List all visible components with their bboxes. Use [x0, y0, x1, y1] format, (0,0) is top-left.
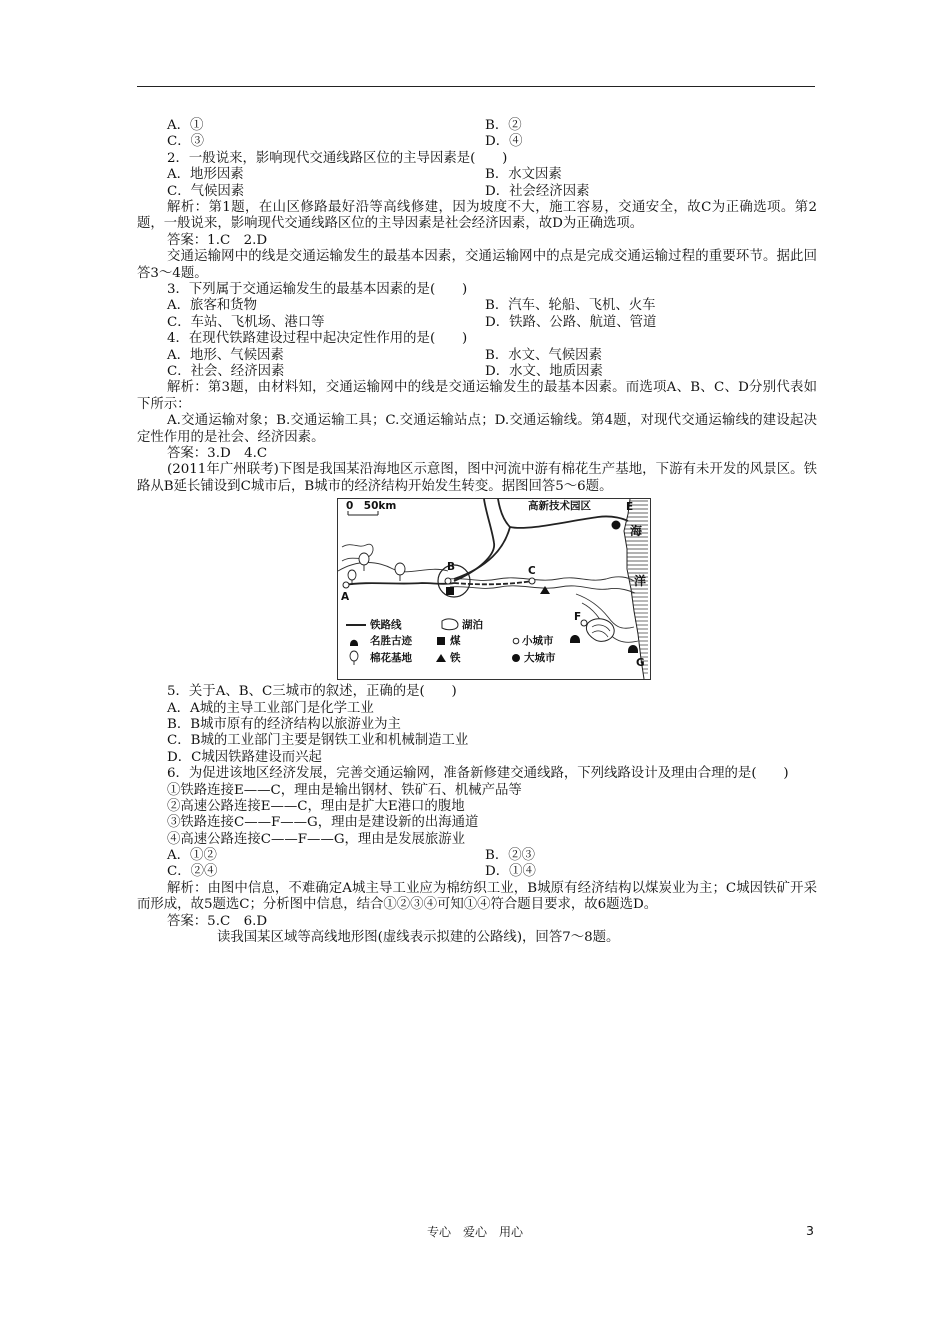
- lake-symbol: [586, 619, 614, 642]
- q4-option-a: A．地形、气候因素: [167, 347, 284, 363]
- q3-option-b: B．汽车、轮船、飞机、火车: [485, 298, 656, 314]
- q4-option-c: C．社会、经济因素: [167, 363, 285, 379]
- label-e: E: [626, 501, 634, 514]
- railway-north-2: [454, 499, 494, 581]
- legend-cotton-symbol: [350, 651, 358, 661]
- intro-5-6: (2011年广州联考)下图是我国某沿海地区示意图，图中河流中游有棉花生产基地，下游有未开发的风景区。铁路从B延长铺设到C城市后，B城市的经济结构开始发生转变。据图回答5～6题。: [137, 462, 817, 494]
- legend-railway: 铁路线: [370, 619, 402, 632]
- q4-option-b: B．水文、气候因素: [485, 347, 602, 363]
- q6-choice-4: ④高速公路连接C——F——G，理由是发展旅游业: [167, 831, 466, 847]
- legend-small-city-symbol: [513, 638, 519, 644]
- q5-option-c: C．B城的工业部门主要是钢铁工业和机械制造工业: [167, 733, 469, 749]
- city-e-marker: [612, 521, 621, 530]
- q6-option-d: D．①④: [485, 864, 536, 880]
- city-b-marker: [445, 578, 451, 584]
- legend-big-city: 大城市: [524, 652, 556, 665]
- q4-stem: 4．在现代铁路建设过程中起决定性作用的是( ): [167, 331, 468, 347]
- q1-option-a: A．①: [167, 118, 204, 133]
- q2-option-a: A．地形因素: [167, 167, 244, 183]
- q3-option-c: C．车站、飞机场、港口等: [167, 314, 325, 330]
- q5-option-d: D．C城因铁路建设而兴起: [167, 749, 322, 765]
- q6-choice-3: ③铁路连接C——F——G，理由是建设新的出海通道: [167, 815, 479, 831]
- coal-symbol: [446, 587, 454, 595]
- q3-options-row-1: [137, 298, 817, 314]
- label-b: B: [447, 561, 456, 574]
- q5-option-b: B．B城市原有的经济结构以旅游业为主: [167, 716, 401, 732]
- q5-option-a: A．A城的主导工业部门是化学工业: [167, 700, 374, 716]
- q4-options-row-2: [137, 364, 817, 380]
- iron-symbol: [540, 586, 550, 594]
- intro-3-4: 交通运输网中的线是交通运输发生的最基本因素，交通运输网中的点是完成交通运输过程的重要环节。据此回答3～4题。: [137, 249, 817, 281]
- legend-coal: 煤: [450, 635, 461, 648]
- q1-option-b: B．②: [485, 118, 522, 133]
- explanation-1-2: 解析：第1题，在山区修路最好沿等高线修建，因为坡度不大，施工容易，交通安全，故C为正确选项。第2题，一般说来，影响现代交通线路区位的主导因素是社会经济因素，故D为正确选项。: [137, 199, 818, 232]
- city-a-marker: [343, 582, 349, 588]
- q3-stem: 3．下列属于交通运输发生的最基本因素的是( ): [167, 281, 468, 297]
- q1-option-c: C．③: [167, 134, 205, 150]
- q1-options-row-1: [137, 118, 817, 134]
- coastal-region-map: [337, 498, 651, 680]
- explanation-5-6: 解析：由图中信息，不难确定A城主导工业应为棉纺织工业，B城原有经济结构以煤炭业为主；C城因铁矿开采而形成，故5题选C；分析图中信息，结合①②③④可知①④符合题目要求，故6题选D。: [137, 880, 817, 913]
- legend-cotton: 棉花基地: [370, 652, 412, 665]
- q6-choice-1: ①铁路连接E——C，理由是输出钢材、铁矿石、机械产品等: [167, 782, 522, 798]
- q3-options-row-2: [137, 315, 817, 331]
- railway-northwest: [454, 527, 510, 579]
- legend-big-city-symbol: [512, 654, 520, 662]
- q2-options-row-2: [137, 184, 817, 200]
- legend-small-city: 小城市: [522, 635, 554, 648]
- answer-5-6: 答案：5.C 6.D: [167, 913, 268, 929]
- legend-iron-symbol: [436, 654, 446, 662]
- q2-option-d: D．社会经济因素: [485, 183, 590, 199]
- q4-options-row-1: [137, 348, 817, 364]
- legend-lake: 湖泊: [462, 619, 483, 632]
- legend-coal-symbol: [437, 637, 445, 645]
- explanation-3-4-part2: A.交通运输对象；B.交通运输工具；C.交通运输站点；D.交通运输线。第4题，对现代交通运输线的建设起决定性作用的是社会、经济因素。: [137, 413, 817, 445]
- legend-iron: 铁: [450, 652, 461, 665]
- river-middle: [448, 577, 634, 581]
- q6-options-row-1: [137, 848, 817, 864]
- explanation-3-4-part1: 解析：第3题，由材料知，交通运输网中的线是交通运输发生的最基本因素。而选项A、B、C、D分别代表如下所示：: [137, 380, 817, 412]
- q6-options-row-2: [137, 864, 817, 880]
- q6-stem: 6．为促进该地区经济发展，完善交通运输网，准备新修建交通线路，下列线路设计及理由合理的是( ): [167, 766, 789, 782]
- label-f: F: [574, 611, 582, 624]
- cotton-base-symbols: [348, 553, 405, 585]
- q2-stem: 2．一般说来，影响现代交通线路区位的主导因素是( ): [167, 150, 508, 166]
- header-rule: [137, 86, 815, 87]
- q6-option-b: B．②③: [485, 848, 536, 864]
- legend-scenic-symbol: [350, 640, 358, 646]
- q2-options-row-1: [137, 167, 817, 183]
- q4-option-d: D．水文、地质因素: [485, 363, 603, 379]
- railway-east: [454, 581, 532, 584]
- sea-label-2: 洋: [634, 574, 647, 589]
- q3-option-d: D．铁路、公路、航道、管道: [485, 314, 657, 330]
- q6-option-a: A．①②: [167, 848, 217, 864]
- intro-7-8: 读我国某区域等高线地形图(虚线表示拟建的公路线)，回答7～8题。: [217, 930, 620, 946]
- q3-option-a: A．旅客和货物: [167, 298, 258, 314]
- label-c: C: [528, 565, 536, 578]
- scale-label: 0 50km: [346, 500, 397, 513]
- q2-option-c: C．气候因素: [167, 183, 245, 199]
- legend-lake-symbol: [442, 619, 458, 630]
- q1-options-row-2: [137, 134, 817, 150]
- river-upper: [338, 563, 448, 572]
- page-content: [137, 118, 817, 946]
- q1-option-d: D．④: [485, 134, 523, 150]
- page-footer: 专心 爱心 用心: [426, 1225, 523, 1239]
- label-a: A: [341, 591, 350, 604]
- answer-3-4: 答案：3.D 4.C: [167, 445, 268, 461]
- legend-scenic: 名胜古迹: [370, 635, 412, 648]
- q6-choice-2: ②高速公路连接E——C，理由是扩大E港口的腹地: [167, 798, 465, 814]
- sea-label-1: 海: [630, 524, 643, 539]
- city-c-marker: [529, 578, 535, 584]
- q6-option-c: C．②④: [167, 864, 218, 880]
- railway-west: [344, 583, 454, 585]
- q2-option-b: B．水文因素: [485, 167, 562, 183]
- q5-stem: 5．关于A、B、C三城市的叙述，正确的是( ): [167, 684, 457, 700]
- label-g: G: [636, 657, 645, 670]
- city-f-marker: [581, 620, 587, 626]
- hightech-park-label: 高新技术园区: [528, 500, 591, 513]
- page-number: 3: [806, 1223, 814, 1238]
- map-figure: [137, 498, 817, 681]
- answer-1-2: 答案：1.C 2.D: [167, 232, 268, 248]
